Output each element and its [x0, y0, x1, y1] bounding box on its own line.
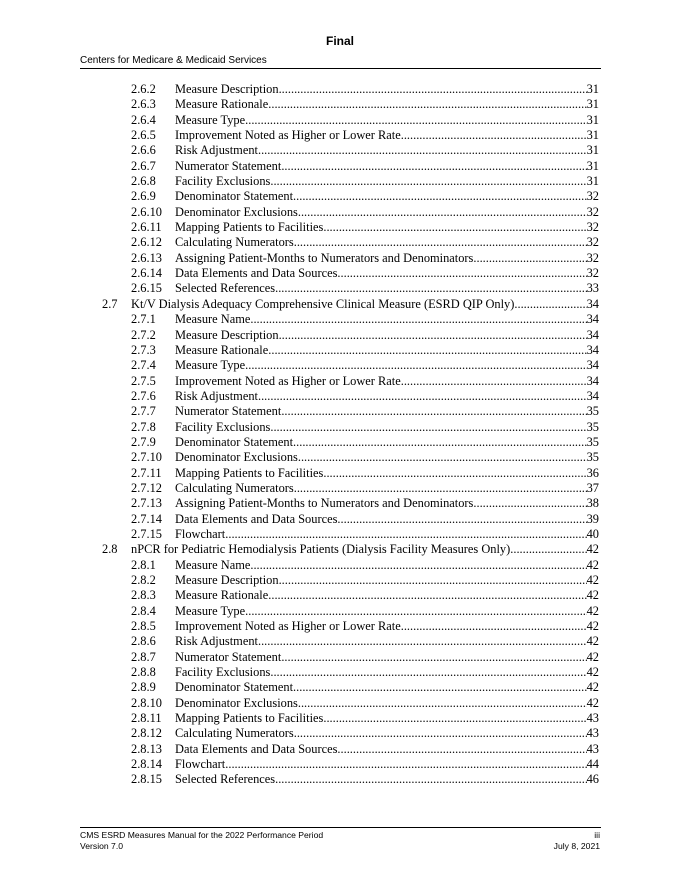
toc-entry-page: 39	[586, 511, 599, 526]
toc-entry-page: 42	[586, 542, 599, 557]
toc-entry-body	[175, 174, 599, 189]
toc-entry-page: 31	[586, 112, 599, 127]
toc-dot-leader	[294, 481, 587, 496]
toc-entry-title: Denominator Exclusions	[175, 204, 298, 219]
toc-entry[interactable]	[0, 312, 680, 327]
toc-entry-title: Mapping Patients to Facilities	[175, 711, 324, 726]
toc-entry-number: 2.8.4	[131, 603, 156, 618]
toc-entry-body	[175, 328, 599, 343]
toc-entry-page: 34	[586, 296, 599, 311]
toc-entry-body	[175, 680, 599, 695]
toc-entry-page: 31	[586, 97, 599, 112]
toc-entry-body	[175, 650, 599, 665]
toc-entry-body	[175, 266, 599, 281]
toc-entry-title: Measure Rationale	[175, 588, 269, 603]
toc-entry-number: 2.7.2	[131, 327, 156, 342]
toc-entry-body	[175, 251, 599, 266]
toc-dot-leader	[281, 404, 586, 419]
toc-entry-number: 2.7.6	[131, 388, 156, 403]
toc-entry-title: Flowchart	[175, 526, 226, 541]
toc-entry[interactable]	[0, 297, 680, 312]
toc-entry-body	[175, 82, 599, 97]
toc-entry[interactable]	[0, 205, 680, 220]
toc-dot-leader	[250, 312, 586, 327]
toc-entry[interactable]	[0, 420, 680, 435]
toc-entry-page: 42	[586, 665, 599, 680]
toc-entry[interactable]	[0, 466, 680, 481]
toc-entry[interactable]	[0, 542, 680, 557]
toc-entry-body	[175, 220, 599, 235]
toc-entry[interactable]	[0, 619, 680, 634]
toc-entry-body	[175, 527, 599, 542]
toc-dot-leader	[245, 113, 586, 128]
toc-entry-number: 2.6.3	[131, 97, 156, 112]
toc-entry-title: nPCR for Pediatric Hemodialysis Patients (Dialysis Facility Measures Only)	[131, 542, 511, 557]
toc-entry-page: 32	[586, 220, 599, 235]
toc-entry-number: 2.6.7	[131, 158, 156, 173]
toc-entry-page: 32	[586, 235, 599, 250]
toc-entry-page: 33	[586, 281, 599, 296]
footer-left	[80, 830, 323, 852]
toc-entry-title: Calculating Numerators	[175, 235, 294, 250]
toc-entry-number: 2.7.13	[131, 496, 162, 511]
toc-entry-number: 2.6.6	[131, 143, 156, 158]
toc-entry[interactable]	[0, 251, 680, 266]
toc-entry-number: 2.8	[102, 542, 118, 557]
toc-entry-page: 46	[586, 772, 599, 787]
toc-entry-title: Denominator Statement	[175, 189, 294, 204]
toc-entry-title: Facility Exclusions	[175, 174, 271, 189]
toc-dot-leader	[323, 711, 586, 726]
page-header-title: Final	[325, 34, 354, 48]
toc-entry-title: Data Elements and Data Sources	[175, 511, 338, 526]
toc-entry-title: Mapping Patients to Facilities	[175, 465, 324, 480]
toc-entry-body	[175, 466, 599, 481]
toc-entry[interactable]	[0, 450, 680, 465]
toc-entry[interactable]	[0, 512, 680, 527]
toc-entry-page: 42	[586, 557, 599, 572]
header-divider	[80, 68, 601, 69]
toc-dot-leader	[225, 527, 586, 542]
toc-entry-title: Measure Type	[175, 603, 246, 618]
toc-entry[interactable]	[0, 496, 680, 511]
footer-version: Version 7.0	[80, 841, 123, 851]
toc-entry[interactable]	[0, 113, 680, 128]
toc-entry-page: 36	[586, 465, 599, 480]
toc-dot-leader	[337, 266, 586, 281]
toc-entry-title: Numerator Statement	[175, 158, 282, 173]
toc-entry-body	[175, 97, 599, 112]
toc-entry-body	[175, 573, 599, 588]
toc-dot-leader	[270, 665, 586, 680]
toc-entry-number: 2.6.14	[131, 266, 162, 281]
toc-entry-number: 2.8.9	[131, 680, 156, 695]
toc-entry[interactable]	[0, 389, 680, 404]
toc-entry-page: 32	[586, 204, 599, 219]
toc-entry-page: 34	[586, 388, 599, 403]
toc-entry-number: 2.7.5	[131, 373, 156, 388]
toc-entry-page: 32	[586, 189, 599, 204]
toc-entry-body	[175, 159, 599, 174]
toc-entry-title: Measure Description	[175, 573, 279, 587]
toc-entry-page: 35	[586, 419, 599, 434]
toc-entry-body	[175, 481, 599, 496]
toc-entry-number: 2.8.13	[131, 741, 162, 756]
toc-entry-number: 2.8.14	[131, 757, 162, 772]
toc-entry[interactable]	[0, 358, 680, 373]
toc-entry-body	[175, 404, 599, 419]
header-organization: Centers for Medicare & Medicaid Services	[80, 55, 267, 66]
toc-entry[interactable]	[0, 726, 680, 741]
toc-entry-page: 42	[586, 603, 599, 618]
toc-entry-page: 34	[586, 312, 599, 327]
toc-entry[interactable]	[0, 696, 680, 711]
toc-entry-body	[175, 235, 599, 250]
toc-entry-page: 42	[586, 634, 599, 649]
toc-entry[interactable]	[0, 481, 680, 496]
toc-entry-number: 2.7	[102, 296, 118, 311]
toc-entry-title: Measure Name	[175, 557, 251, 572]
toc-entry[interactable]	[0, 143, 680, 158]
toc-dot-leader	[401, 619, 587, 634]
toc-entry[interactable]	[0, 604, 680, 619]
toc-entry[interactable]	[0, 558, 680, 573]
toc-entry[interactable]	[0, 711, 680, 726]
toc-dot-leader	[281, 159, 586, 174]
toc-dot-leader	[245, 358, 586, 373]
toc-entry-page: 42	[586, 573, 599, 587]
toc-entry-body	[175, 634, 599, 649]
toc-dot-leader	[298, 205, 587, 220]
toc-entry[interactable]	[0, 742, 680, 757]
toc-entry-title: Mapping Patients to Facilities	[175, 220, 324, 235]
toc-entry-body	[175, 496, 599, 511]
toc-dot-leader	[250, 558, 586, 573]
toc-entry-number: 2.6.9	[131, 189, 156, 204]
toc-entry-number: 2.7.11	[131, 465, 162, 480]
toc-entry-number: 2.6.13	[131, 250, 162, 265]
toc-dot-leader	[268, 97, 586, 112]
toc-entry-number: 2.6.10	[131, 204, 162, 219]
toc-dot-leader	[401, 128, 587, 143]
toc-entry-number: 2.7.8	[131, 419, 156, 434]
toc-entry[interactable]	[0, 128, 680, 143]
toc-entry-title: Improvement Noted as Higher or Lower Rate	[175, 128, 401, 143]
toc-entry[interactable]	[0, 573, 680, 588]
toc-entry-page: 42	[586, 619, 599, 634]
toc-entry[interactable]	[0, 680, 680, 695]
toc-entry-body	[175, 742, 599, 757]
toc-entry-title: Improvement Noted as Higher or Lower Rate	[175, 373, 401, 388]
toc-entry-body	[131, 542, 599, 557]
toc-entry-body	[175, 374, 599, 389]
toc-entry-title: Flowchart	[175, 757, 226, 772]
toc-entry-number: 2.8.1	[131, 557, 156, 572]
toc-entry-number: 2.7.7	[131, 404, 156, 419]
toc-dot-leader	[279, 82, 587, 97]
toc-entry-number: 2.8.6	[131, 634, 156, 649]
toc-dot-leader	[279, 573, 587, 588]
toc-entry-page: 42	[586, 695, 599, 710]
toc-entry-title: Calculating Numerators	[175, 480, 294, 495]
toc-entry-number: 2.7.14	[131, 511, 162, 526]
toc-entry-body	[175, 343, 599, 358]
toc-entry-number: 2.8.7	[131, 649, 156, 664]
toc-entry-page: 31	[586, 158, 599, 173]
toc-dot-leader	[270, 174, 586, 189]
toc-entry-number: 2.8.11	[131, 711, 162, 726]
toc-entry-title: Assigning Patient-Months to Numerators and Denominators	[175, 250, 474, 265]
toc-entry-title: Data Elements and Data Sources	[175, 741, 338, 756]
toc-entry-title: Kt/V Dialysis Adequacy Comprehensive Clinical Measure (ESRD QIP Only)	[131, 296, 515, 311]
toc-entry-body	[175, 358, 599, 373]
toc-entry-number: 2.6.2	[131, 82, 156, 96]
footer-page-number: iii	[594, 830, 600, 840]
toc-entry-number: 2.8.12	[131, 726, 162, 741]
toc-entry[interactable]	[0, 281, 680, 296]
toc-entry-title: Numerator Statement	[175, 404, 282, 419]
toc-entry-page: 42	[586, 680, 599, 695]
toc-entry-body	[175, 588, 599, 603]
toc-entry-number: 2.8.3	[131, 588, 156, 603]
toc-entry-body	[175, 558, 599, 573]
toc-entry-title: Facility Exclusions	[175, 419, 271, 434]
toc-entry-body	[175, 604, 599, 619]
toc-entry-title: Calculating Numerators	[175, 726, 294, 741]
toc-entry-page: 31	[586, 143, 599, 158]
toc-entry-body	[175, 435, 599, 450]
footer-date: July 8, 2021	[553, 841, 600, 851]
toc-entry-number: 2.8.2	[131, 573, 156, 587]
toc-entry[interactable]	[0, 328, 680, 343]
toc-entry-title: Facility Exclusions	[175, 665, 271, 680]
toc-entry-body	[175, 389, 599, 404]
toc-entry[interactable]	[0, 266, 680, 281]
toc-entry-number: 2.6.11	[131, 220, 162, 235]
toc-entry-page: 40	[586, 526, 599, 541]
toc-entry-body	[175, 281, 599, 296]
toc-entry-title: Denominator Exclusions	[175, 695, 298, 710]
toc-entry-number: 2.6.4	[131, 112, 156, 127]
toc-entry[interactable]	[0, 82, 680, 97]
toc-entry-title: Assigning Patient-Months to Numerators and Denominators	[175, 496, 474, 511]
toc-entry[interactable]	[0, 650, 680, 665]
toc-entry-number: 2.8.10	[131, 695, 162, 710]
toc-entry-title: Risk Adjustment	[175, 388, 258, 403]
toc-entry[interactable]	[0, 189, 680, 204]
toc-entry-title: Measure Name	[175, 312, 251, 327]
toc-dot-leader	[245, 604, 586, 619]
toc-entry-number: 2.8.8	[131, 665, 156, 680]
toc-entry[interactable]	[0, 404, 680, 419]
toc-entry-body	[175, 450, 599, 465]
toc-entry-number: 2.6.8	[131, 174, 156, 189]
toc-entry[interactable]	[0, 220, 680, 235]
toc-entry-page: 44	[586, 757, 599, 772]
toc-dot-leader	[323, 220, 586, 235]
toc-dot-leader	[268, 588, 586, 603]
toc-entry-page: 32	[586, 266, 599, 281]
toc-dot-leader	[258, 634, 587, 649]
toc-entry-title: Risk Adjustment	[175, 143, 258, 158]
toc-entry-page: 42	[586, 649, 599, 664]
toc-entry-number: 2.7.12	[131, 480, 162, 495]
toc-entry-title: Improvement Noted as Higher or Lower Rate	[175, 619, 401, 634]
toc-entry[interactable]	[0, 665, 680, 680]
toc-entry-body	[175, 312, 599, 327]
toc-dot-leader	[258, 389, 587, 404]
toc-entry-title: Measure Description	[175, 327, 279, 342]
toc-dot-leader	[514, 297, 586, 312]
toc-entry-page: 37	[586, 480, 599, 495]
toc-dot-leader	[510, 542, 586, 557]
toc-dot-leader	[473, 496, 586, 511]
toc-entry-body	[175, 696, 599, 711]
toc-entry-page: 32	[586, 250, 599, 265]
toc-entry-number: 2.7.3	[131, 342, 156, 357]
toc-dot-leader	[293, 435, 587, 450]
toc-entry-title: Risk Adjustment	[175, 634, 258, 649]
toc-entry-page: 31	[586, 128, 599, 143]
toc-entry-number: 2.6.12	[131, 235, 162, 250]
toc-entry-body	[175, 189, 599, 204]
toc-entry-number: 2.7.15	[131, 526, 162, 541]
toc-entry[interactable]	[0, 343, 680, 358]
toc-dot-leader	[473, 251, 586, 266]
footer-right	[554, 830, 600, 852]
toc-entry-body	[175, 726, 599, 741]
toc-entry-page: 34	[586, 327, 599, 342]
toc-entry[interactable]	[0, 527, 680, 542]
toc-entry-page: 38	[586, 496, 599, 511]
toc-dot-leader	[258, 143, 587, 158]
toc-entry-title: Selected References	[175, 281, 276, 296]
toc-entry-title: Measure Type	[175, 358, 246, 373]
toc-entry-page: 43	[586, 711, 599, 726]
toc-entry-title: Measure Description	[175, 82, 279, 96]
toc-entry-title: Selected References	[175, 772, 276, 787]
toc-entry-number: 2.6.5	[131, 128, 156, 143]
toc-dot-leader	[268, 343, 586, 358]
footer-divider	[80, 827, 601, 828]
toc-entry-body	[175, 665, 599, 680]
toc-entry-number: 2.8.5	[131, 619, 156, 634]
toc-entry-body	[175, 113, 599, 128]
toc-entry-number: 2.7.4	[131, 358, 156, 373]
toc-dot-leader	[275, 772, 587, 787]
toc-entry[interactable]	[0, 634, 680, 649]
toc-entry-title: Denominator Exclusions	[175, 450, 298, 465]
toc-entry-body	[175, 619, 599, 634]
toc-dot-leader	[281, 650, 586, 665]
toc-dot-leader	[293, 189, 587, 204]
toc-entry-number: 2.7.1	[131, 312, 156, 327]
toc-entry-page: 35	[586, 404, 599, 419]
toc-entry-page: 31	[586, 82, 599, 96]
toc-entry-title: Measure Type	[175, 112, 246, 127]
toc-entry-title: Data Elements and Data Sources	[175, 266, 338, 281]
toc-dot-leader	[293, 680, 587, 695]
toc-dot-leader	[225, 757, 586, 772]
toc-entry-body	[175, 772, 599, 787]
toc-entry-number: 2.6.15	[131, 281, 162, 296]
toc-entry[interactable]	[0, 174, 680, 189]
toc-entry[interactable]	[0, 235, 680, 250]
toc-entry-title: Measure Rationale	[175, 97, 269, 112]
footer-manual-title: CMS ESRD Measures Manual for the 2022 Performance Period	[80, 830, 324, 840]
toc-dot-leader	[298, 696, 587, 711]
toc-dot-leader	[401, 374, 587, 389]
toc-entry-body	[175, 757, 599, 772]
toc-entry-title: Numerator Statement	[175, 649, 282, 664]
toc-dot-leader	[275, 281, 587, 296]
toc-dot-leader	[337, 742, 586, 757]
toc-dot-leader	[279, 328, 587, 343]
toc-entry-body	[175, 711, 599, 726]
toc-entry-page: 43	[586, 741, 599, 756]
toc-entry-title: Denominator Statement	[175, 680, 294, 695]
toc-entry-number: 2.7.10	[131, 450, 162, 465]
toc-entry[interactable]	[0, 374, 680, 389]
toc-entry[interactable]	[0, 588, 680, 603]
toc-entry[interactable]	[0, 435, 680, 450]
toc-entry-page: 35	[586, 450, 599, 465]
toc-dot-leader	[270, 420, 586, 435]
toc-entry-title: Denominator Statement	[175, 434, 294, 449]
toc-entry-page: 42	[586, 588, 599, 603]
toc-dot-leader	[294, 235, 587, 250]
toc-entry-body	[175, 420, 599, 435]
toc-entry-page: 31	[586, 174, 599, 189]
toc-dot-leader	[337, 512, 586, 527]
toc-entry-body	[175, 512, 599, 527]
toc-entry-body	[175, 128, 599, 143]
toc-dot-leader	[323, 466, 586, 481]
toc-entry-page: 35	[586, 434, 599, 449]
toc-entry[interactable]	[0, 772, 680, 787]
table-of-contents	[0, 82, 680, 788]
toc-entry-page: 34	[586, 373, 599, 388]
toc-entry[interactable]	[0, 757, 680, 772]
toc-entry[interactable]	[0, 159, 680, 174]
toc-entry-title: Measure Rationale	[175, 342, 269, 357]
toc-entry-body	[175, 143, 599, 158]
toc-entry-number: 2.7.9	[131, 434, 156, 449]
toc-entry-number: 2.8.15	[131, 772, 162, 787]
toc-entry-page: 43	[586, 726, 599, 741]
toc-entry-body	[131, 297, 599, 312]
toc-dot-leader	[294, 726, 587, 741]
toc-entry-body	[175, 205, 599, 220]
toc-entry-page: 34	[586, 358, 599, 373]
toc-entry[interactable]	[0, 97, 680, 112]
toc-dot-leader	[298, 450, 587, 465]
toc-entry-page: 34	[586, 342, 599, 357]
